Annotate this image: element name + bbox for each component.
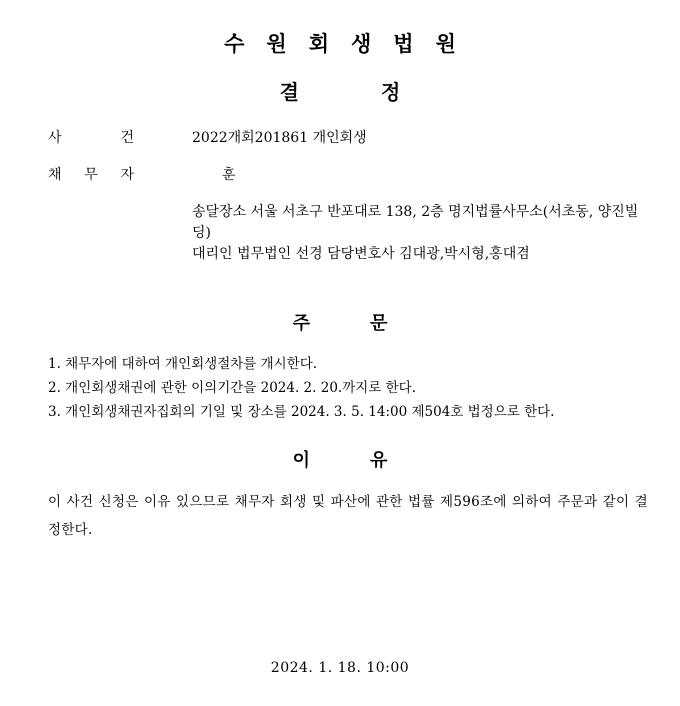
case-label <box>48 127 134 147</box>
court-name-title: 수원회생법원 <box>224 32 478 56</box>
order-item: 3. 개인회생채권자집회의 기일 및 장소를 2024. 3. 5. 14:00 제504호 법정으로 한다. <box>48 404 555 420</box>
reason-text: 이 사건 신청은 이유 있으므로 채무자 회생 및 파산에 관한 법률 제596조에 의하여 주문과 같이 결정한다. <box>48 494 648 538</box>
order-item: 1. 채무자에 대하여 개인회생절차를 개시한다. <box>48 356 318 372</box>
document-type-heading <box>0 76 680 105</box>
debtor-label <box>48 164 134 184</box>
debtor-name: 훈 <box>222 167 236 183</box>
service-info-block <box>192 202 652 265</box>
reason-heading-char: 유 <box>370 450 388 471</box>
service-address: 송달장소 서울 서초구 반포대로 138, 2층 명지법률사무소(서초동, 양진빌딩) <box>192 204 639 241</box>
debtor-label-char: 채 <box>48 167 62 183</box>
decision-date: 2024. 1. 18. 10:00 <box>270 660 410 676</box>
order-heading-char: 주 <box>292 313 310 334</box>
order-heading-char: 문 <box>370 313 388 334</box>
reason-heading <box>0 446 680 472</box>
document-type-char: 정 <box>381 80 401 104</box>
reason-heading-char: 이 <box>292 450 310 471</box>
case-number: 2022개회201861 개인회생 <box>192 130 367 146</box>
order-list <box>48 352 648 424</box>
order-item: 2. 개인회생채권에 관한 이의기간을 2024. 2. 20.까지로 한다. <box>48 380 416 396</box>
debtor-label-char: 무 <box>84 167 98 183</box>
debtor-label-char: 자 <box>120 167 134 183</box>
case-label-char: 사 <box>48 130 62 146</box>
order-heading <box>0 309 680 335</box>
case-label-char: 건 <box>120 130 134 146</box>
legal-representative: 대리인 법무법인 선경 담당변호사 김대광,박시형,홍대겸 <box>192 246 530 262</box>
document-type-char: 결 <box>279 80 299 104</box>
